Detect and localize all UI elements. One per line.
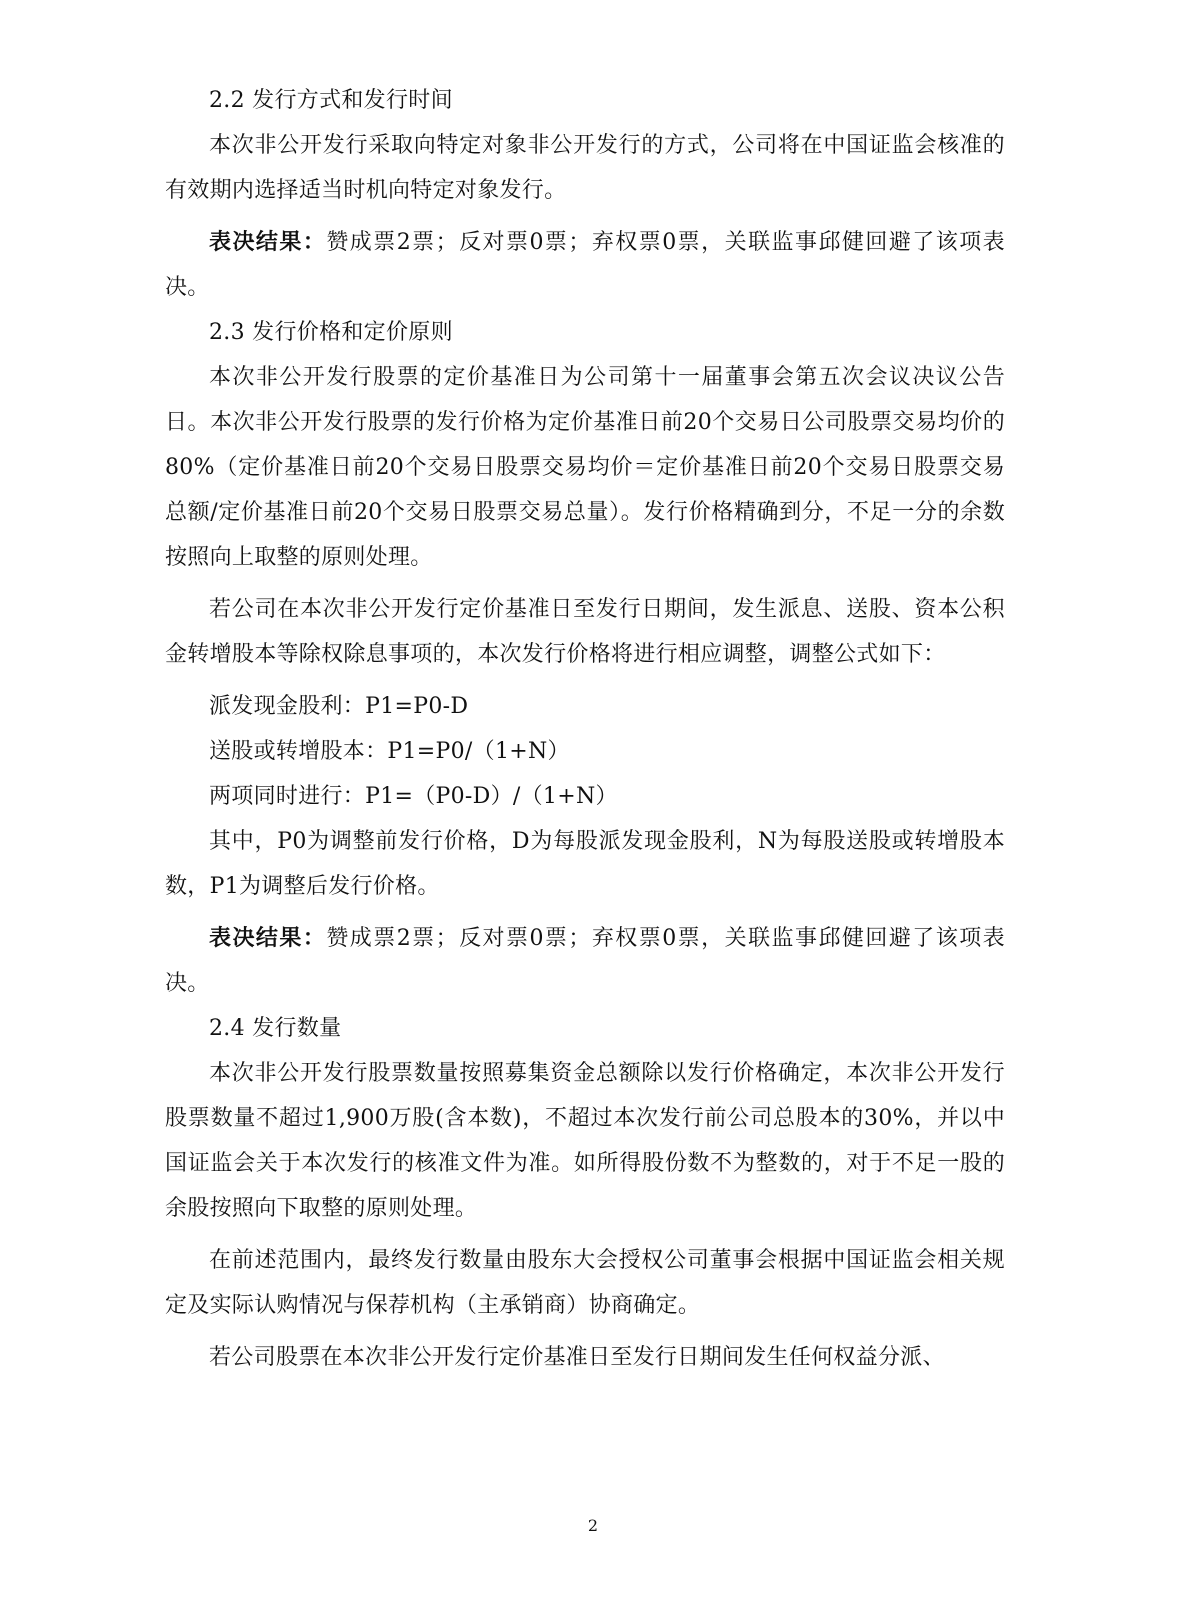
vote-result-text: 赞成票2票；反对票0票；弃权票0票，关联监事邱健回避了该项表决。	[165, 926, 1005, 996]
vote-result-2	[165, 916, 1005, 1006]
formula-combined: 两项同时进行：P1=（P0-D）/（1+N）	[209, 784, 618, 809]
section-heading-2-4: 2.4 发行数量	[209, 1016, 342, 1041]
vote-result-text: 赞成票2票；反对票0票；弃权票0票，关联监事邱健回避了该项表决。	[165, 230, 1005, 300]
vote-result-1	[165, 220, 1005, 310]
vote-result-label: 表决结果：	[209, 229, 327, 255]
paragraph-pricing-principle: 本次非公开发行股票的定价基准日为公司第十一届董事会第五次会议决议公告日。本次非公开发行股票的发行价格为定价基准日前20个交易日公司股票交易均价的80%（定价基准日前20个交易日股票交易均价＝定价基准日前20个交易日股票交易总额/定价基准日前20个交易日股票交易总量）。发行价格精确到分，不足一分的余数按照向上取整的原则处理。	[165, 365, 1005, 570]
paragraph-issue-method: 本次非公开发行采取向特定对象非公开发行的方式，公司将在中国证监会核准的有效期内选择适当时机向特定对象发行。	[165, 133, 1005, 203]
paragraph-rights-distribution: 若公司股票在本次非公开发行定价基准日至发行日期间发生任何权益分派、	[209, 1345, 945, 1370]
paragraph-issue-quantity: 本次非公开发行股票数量按照募集资金总额除以发行价格确定，本次非公开发行股票数量不超过1,900万股(含本数)，不超过本次发行前公司总股本的30%，并以中国证监会关于本次发行的核准文件为准。如所得股份数不为整数的，对于不足一股的余股按照向下取整的原则处理。	[165, 1061, 1005, 1221]
paragraph-quantity-determination: 在前述范围内，最终发行数量由股东大会授权公司董事会根据中国证监会相关规定及实际认购情况与保荐机构（主承销商）协商确定。	[165, 1248, 1005, 1318]
section-heading-2-2: 2.2 发行方式和发行时间	[209, 88, 453, 113]
section-heading-2-3: 2.3 发行价格和定价原则	[209, 320, 453, 345]
page-number: 2	[587, 1516, 599, 1535]
formula-bonus-shares: 送股或转增股本：P1=P0/（1+N）	[209, 739, 570, 764]
document-body	[165, 78, 1005, 1380]
formula-cash-dividend: 派发现金股利：P1=P0-D	[209, 694, 469, 719]
paragraph-formula-explanation: 其中，P0为调整前发行价格，D为每股派发现金股利，N为每股送股或转增股本数，P1为调整后发行价格。	[165, 829, 1005, 899]
vote-result-label: 表决结果：	[209, 925, 327, 951]
paragraph-price-adjustment: 若公司在本次非公开发行定价基准日至发行日期间，发生派息、送股、资本公积金转增股本等除权除息事项的，本次发行价格将进行相应调整，调整公式如下：	[165, 597, 1005, 667]
